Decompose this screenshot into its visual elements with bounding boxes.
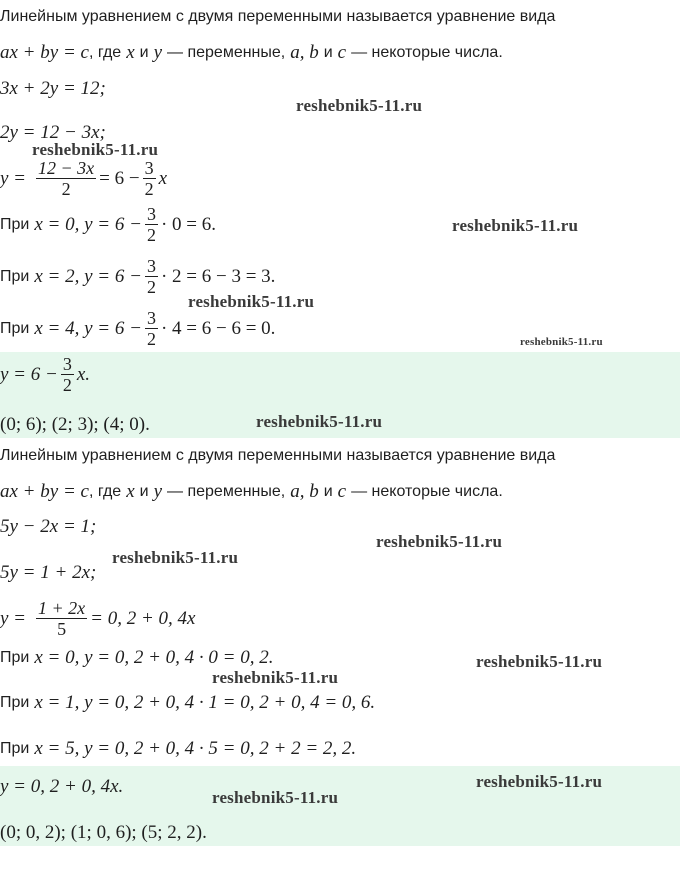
answer-equation [0, 354, 90, 395]
case-text: · 2 = 6 − 3 = 3. [160, 265, 276, 287]
equation-line-fraction [0, 158, 167, 199]
equation-line-fraction [0, 598, 195, 639]
answer-text: x. [76, 363, 91, 385]
case-prefix: При [0, 267, 30, 285]
equation-text: 3x + 2y = 12; [0, 78, 106, 99]
case-text: x = 2, y = 6 − [34, 265, 142, 287]
fraction-numerator: 12 − 3x [38, 158, 95, 178]
definition-line-2 [0, 42, 503, 64]
definition-text: , где [88, 44, 122, 61]
case-prefix: При [0, 319, 30, 337]
watermark: reshebnik5-11.ru [452, 216, 579, 235]
fraction-denominator: 2 [146, 225, 156, 245]
fraction-denominator: 2 [62, 375, 72, 395]
fraction-denominator: 2 [146, 329, 156, 349]
equation-text: y = [0, 167, 27, 189]
definition-text: , где [88, 483, 122, 500]
case-prefix: При [0, 649, 30, 666]
fraction [36, 598, 87, 639]
equation-text: x [158, 167, 168, 189]
fraction [145, 308, 158, 349]
fraction-denominator: 2 [61, 179, 71, 199]
answer-text: y = 6 − [0, 363, 58, 385]
watermark: reshebnik5-11.ru [476, 772, 603, 791]
fraction-numerator: 3 [144, 158, 154, 178]
case-line [0, 204, 216, 245]
case-text: x = 1, y = 0, 2 + 0, 4 · 1 = 0, 2 + 0, 4 = 0, 6. [34, 692, 376, 713]
equation-text: y = [0, 607, 27, 629]
equation-text: 5y − 2x = 1; [0, 516, 97, 537]
fraction-denominator: 2 [146, 277, 156, 297]
answer-points-text: (0; 0, 2); (1; 0, 6); (5; 2, 2). [0, 822, 207, 843]
answer-points-text: (0; 6); (2; 3); (4; 0). [0, 414, 150, 435]
fraction-numerator: 3 [146, 256, 156, 276]
var-y: y [153, 481, 163, 502]
watermark: reshebnik5-11.ru [212, 668, 339, 687]
definition-text: и [323, 44, 333, 61]
fraction [61, 354, 74, 395]
case-line [0, 738, 356, 760]
definition-text: — некоторые числа. [351, 44, 503, 61]
watermark: reshebnik5-11.ru [212, 788, 339, 807]
case-text: · 4 = 6 − 6 = 0. [160, 317, 276, 339]
var-y: y [153, 42, 163, 63]
var-x: x [126, 481, 135, 502]
watermark: reshebnik5-11.ru [476, 652, 603, 671]
definition-line-2 [0, 481, 503, 503]
equation-text: 2y = 12 − 3x; [0, 122, 106, 143]
fraction [145, 256, 158, 297]
var-a-b: a, b [290, 481, 319, 502]
answer-points [0, 414, 150, 436]
case-text: x = 0, y = 6 − [34, 213, 142, 235]
fraction [36, 158, 96, 199]
definition-text: Линейным уравнением с двумя переменными называется уравнение вида [0, 447, 556, 464]
watermark: reshebnik5-11.ru [188, 292, 315, 311]
var-x: x [126, 42, 135, 63]
equation-line [0, 78, 106, 100]
answer-points [0, 822, 207, 844]
case-text: x = 0, y = 0, 2 + 0, 4 · 0 = 0, 2. [34, 647, 274, 668]
definition-text: — некоторые числа. [351, 483, 503, 500]
var-a-b: a, b [290, 42, 319, 63]
case-line [0, 308, 275, 349]
case-line [0, 256, 275, 297]
var-c: c [337, 42, 347, 63]
fraction-denominator: 5 [57, 619, 67, 639]
general-equation: ax + by = c [0, 42, 89, 63]
case-prefix: При [0, 740, 30, 757]
case-line [0, 692, 375, 714]
fraction-numerator: 3 [146, 204, 156, 224]
general-equation: ax + by = c [0, 481, 89, 502]
equation-text: = 6 − [99, 167, 140, 189]
case-prefix: При [0, 694, 30, 711]
var-c: c [337, 481, 347, 502]
answer-text: y = 0, 2 + 0, 4x. [0, 776, 124, 797]
case-line [0, 647, 274, 669]
fraction-numerator: 3 [146, 308, 156, 328]
equation-line [0, 562, 96, 584]
definition-text: Линейным уравнением с двумя переменными называется уравнение вида [0, 8, 556, 25]
definition-text: и [323, 483, 333, 500]
watermark: reshebnik5-11.ru [32, 140, 159, 159]
definition-line-1 [0, 8, 555, 26]
definition-text: — переменные, [167, 44, 286, 61]
equation-text: 5y = 1 + 2x; [0, 562, 97, 583]
fraction-denominator: 2 [144, 179, 154, 199]
fraction-numerator: 3 [62, 354, 72, 374]
watermark: reshebnik5-11.ru [112, 548, 239, 567]
answer-equation [0, 776, 123, 798]
watermark: reshebnik5-11.ru [520, 336, 603, 348]
case-prefix: При [0, 215, 30, 233]
equation-text: = 0, 2 + 0, 4x [90, 607, 196, 629]
watermark: reshebnik5-11.ru [296, 96, 423, 115]
definition-text: и [139, 44, 149, 61]
fraction [143, 158, 156, 199]
equation-line [0, 516, 96, 538]
fraction-numerator: 1 + 2x [38, 598, 86, 618]
fraction [145, 204, 158, 245]
definition-line-1 [0, 447, 555, 465]
case-text: x = 5, y = 0, 2 + 0, 4 · 5 = 0, 2 + 2 = 2, 2. [34, 738, 357, 759]
case-text: x = 4, y = 6 − [34, 317, 142, 339]
watermark: reshebnik5-11.ru [376, 532, 503, 551]
definition-text: — переменные, [167, 483, 286, 500]
case-text: · 0 = 6. [160, 213, 216, 235]
watermark: reshebnik5-11.ru [256, 412, 383, 431]
definition-text: и [139, 483, 149, 500]
